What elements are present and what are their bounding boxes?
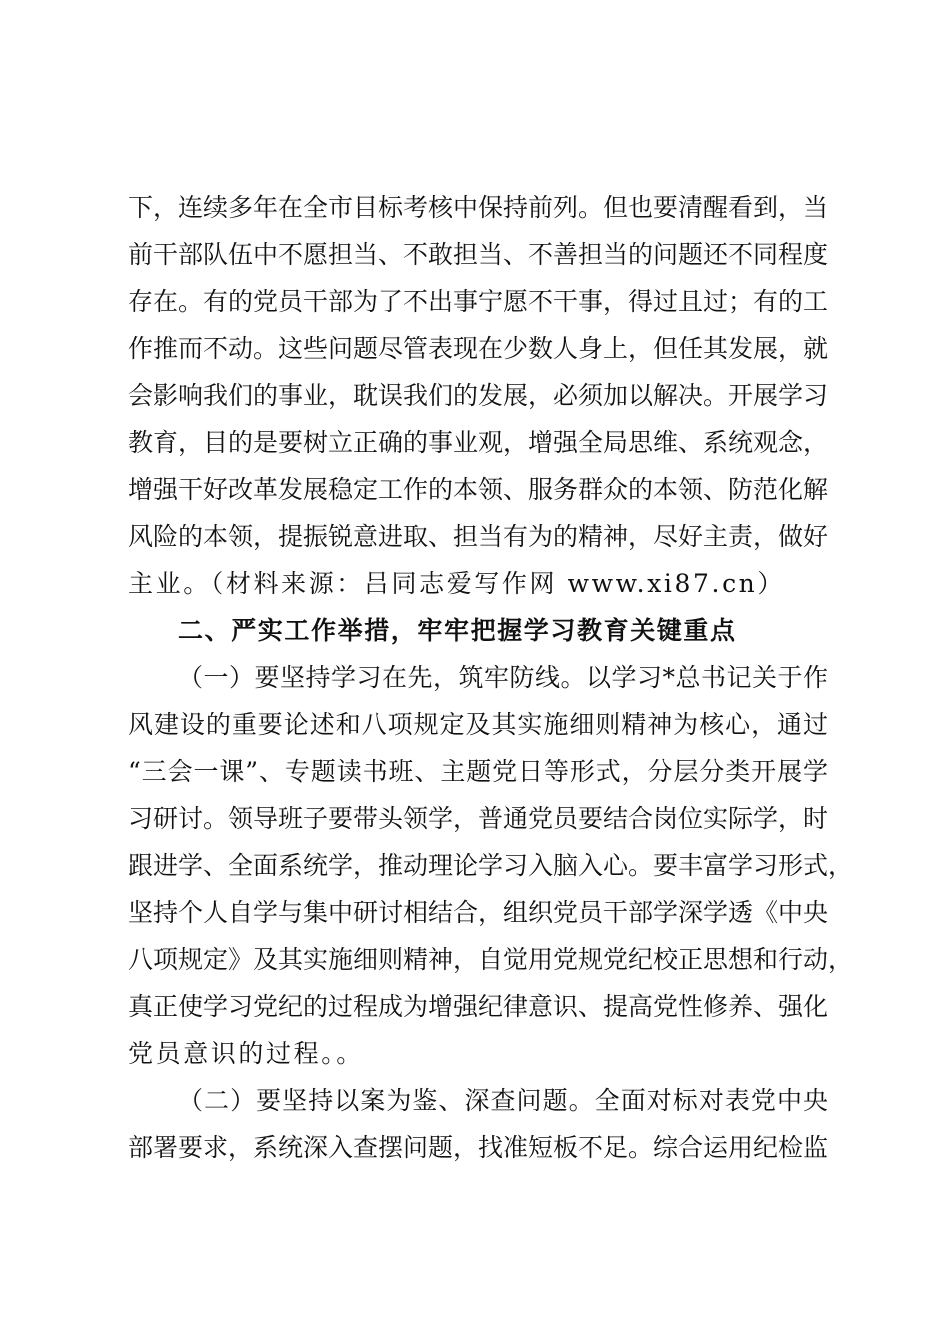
body-text-line: 增强干好改革发展稳定工作的本领、服务群众的本领、防范化解 (128, 475, 829, 504)
body-text-line: 会影响我们的事业，耽误我们的发展，必须加以解决。开展学习 (128, 381, 829, 410)
source-note-line: 主业。（材料来源：吕同志爱写作网 www.xi87.cn） (128, 569, 785, 598)
body-text-line: 坚持个人自学与集中研讨相结合，组织党员干部学深学透《中央 (128, 898, 829, 927)
body-text-line: 部署要求，系统深入查摆问题，找准短板不足。综合运用纪检监 (128, 1133, 829, 1162)
body-text-line: 八项规定》及其实施细则精神，自觉用党规党纪校正思想和行动， (128, 945, 854, 974)
body-text-line: 下，连续多年在全市目标考核中保持前列。但也要清醒看到，当 (128, 193, 829, 222)
body-text-line: 党员意识的过程。。 (128, 1039, 364, 1068)
body-text-line: 习研讨。领导班子要带头领学，普通党员要结合岗位实际学，时 (128, 804, 829, 833)
body-text-line: “三会一课”、专题读书班、主题党日等形式，分层分类开展学 (128, 757, 828, 786)
body-text-line: 教育，目的是要树立正确的事业观，增强全局思维、系统观念， (128, 428, 829, 457)
body-text-line: 风险的本领，提振锐意进取、担当有为的精神，尽好主责，做好 (128, 522, 829, 551)
paragraph-first-line: （二）要坚持以案为鉴、深查问题。全面对标对表党中央 (178, 1086, 828, 1115)
section-heading: 二、严实工作举措，牢牢把握学习教育关键重点 (178, 616, 737, 645)
body-text-line: 前干部队伍中不愿担当、不敢担当、不善担当的问题还不同程度 (128, 240, 829, 269)
body-text-line: 作推而不动。这些问题尽管表现在少数人身上，但任其发展，就 (128, 334, 829, 363)
body-text-line: 风建设的重要论述和八项规定及其实施细则精神为核心，通过 (128, 710, 828, 739)
body-text-line: 真正使学习党纪的过程成为增强纪律意识、提高党性修养、强化 (128, 992, 829, 1021)
body-text-line: 跟进学、全面系统学，推动理论学习入脑入心。要丰富学习形式， (128, 851, 854, 880)
paragraph-first-line: （一）要坚持学习在先，筑牢防线。以学习*总书记关于作 (178, 663, 828, 692)
body-text-line: 存在。有的党员干部为了不出事宁愿不干事，得过且过；有的工 (128, 287, 829, 316)
